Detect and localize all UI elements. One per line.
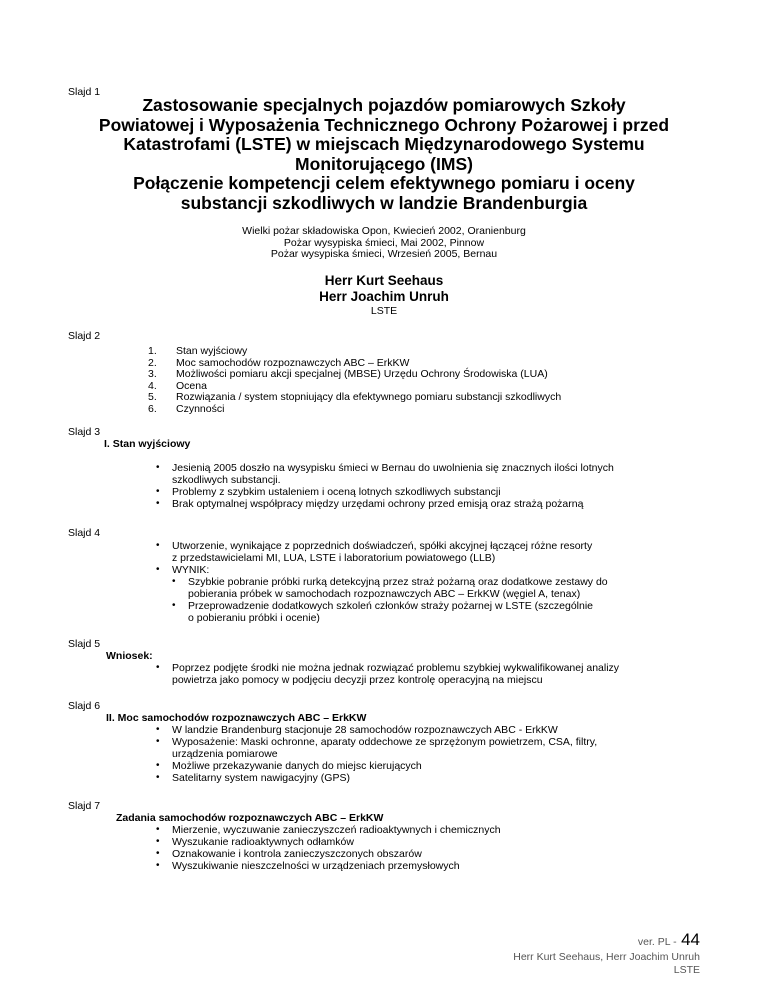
- page-number: 44: [681, 930, 700, 949]
- bullet-list: [156, 662, 619, 686]
- footer-authors: Herr Kurt Seehaus, Herr Joachim Unruh: [513, 951, 700, 963]
- item-number: 1.: [148, 345, 157, 357]
- footer-org: LSTE: [673, 964, 700, 976]
- bullet-icon: •: [156, 736, 160, 747]
- list-item: [156, 564, 608, 576]
- item-text: pobierania próbek w samochodach rozpoznawczych ABC – ErkKW (węgiel A, tenax): [188, 588, 581, 600]
- section-heading: Wniosek:: [106, 650, 153, 662]
- slide-label: Slajd 1: [68, 86, 101, 98]
- item-text: Wyszukiwanie nieszczelności w urządzeniach przemysłowych: [172, 860, 460, 872]
- title-line: Katastrofami (LSTE) w miejscach Międzynarodowego Systemu: [123, 134, 645, 154]
- list-item: [156, 860, 501, 872]
- item-number: 5.: [148, 391, 157, 403]
- bullet-icon: •: [156, 772, 160, 783]
- bullet-icon: •: [156, 662, 160, 673]
- list-item: [156, 724, 597, 736]
- item-text: Wyszukanie radioaktywnych odłamków: [172, 836, 354, 848]
- slide-label: Slajd 7: [68, 800, 101, 812]
- bullet-list: [156, 462, 614, 510]
- slide-label: Slajd 2: [68, 330, 101, 342]
- item-text: WYNIK:: [172, 564, 210, 576]
- document-title: [60, 96, 708, 213]
- sub-list-item: [156, 600, 608, 624]
- item-text: Czynności: [176, 402, 225, 415]
- item-text: Ocena: [176, 379, 207, 392]
- slide-label: Slajd 5: [68, 638, 101, 650]
- small-bullet-icon: •: [172, 600, 176, 611]
- item-text: Możliwości pomiaru akcji specjalnej (MBSE) Urzędu Ochrony Środowiska (LUA): [176, 368, 548, 380]
- slide-label: Slajd 6: [68, 700, 101, 712]
- item-text: Szybkie pobranie próbki rurką detekcyjną przez straż pożarną oraz dodatkowe zestawy do: [188, 576, 608, 588]
- events-list: [60, 226, 708, 261]
- item-text: z przedstawicielami MI, LUA, LSTE i laboratorium powiatowego (LLB): [172, 552, 496, 564]
- bullet-icon: •: [156, 498, 160, 509]
- title-line: substancji szkodliwych w landzie Brandenburgia: [180, 192, 588, 213]
- item-text: Wyposażenie: Maski ochronne, aparaty oddechowe ze sprzężonym powietrzem, CSA, filtry,: [172, 736, 598, 748]
- item-text: Problemy z szybkim ustaleniem i oceną lotnych szkodliwych substancji: [172, 486, 501, 498]
- item-number: 2.: [148, 356, 157, 369]
- item-text: Jesienią 2005 doszło na wysypisku śmieci w Bernau do uwolnienia się znacznych ilości lotnych: [172, 462, 614, 474]
- slide-label: Slajd 3: [68, 426, 101, 438]
- list-item: [156, 736, 597, 760]
- bullet-list: [156, 724, 597, 784]
- item-text: Rozwiązania / system stopniujący dla efektywnego pomiaru substancji szkodliwych: [176, 391, 562, 403]
- authors: [60, 273, 708, 305]
- bullet-icon: •: [156, 564, 160, 575]
- title-line: Monitorującego (IMS): [295, 153, 473, 174]
- list-item: [156, 662, 619, 686]
- sub-list-item: [156, 576, 608, 600]
- bullet-icon: •: [156, 824, 160, 835]
- section-heading: II. Moc samochodów rozpoznawczych ABC – ErkKW: [106, 712, 367, 724]
- slide-label: Slajd 4: [68, 527, 101, 539]
- item-number: 6.: [148, 402, 157, 415]
- bullet-icon: •: [156, 860, 160, 871]
- item-text: Satelitarny system nawigacyjny (GPS): [172, 772, 350, 784]
- list-item: [156, 760, 597, 772]
- section-heading: Zadania samochodów rozpoznawczych ABC – ErkKW: [116, 812, 384, 824]
- item-text: urządzenia pomiarowe: [172, 748, 278, 760]
- list-item: [148, 346, 561, 358]
- item-text: W landzie Brandenburg stacjonuje 28 samochodów rozpoznawczych ABC - ErkKW: [172, 724, 558, 736]
- bullet-icon: •: [156, 540, 160, 551]
- author-name: Herr Joachim Unruh: [319, 289, 449, 304]
- small-bullet-icon: •: [172, 576, 176, 587]
- list-item: [156, 836, 501, 848]
- section-heading: I. Stan wyjściowy: [104, 438, 191, 450]
- item-text: Poprzez podjęte środki nie można jednak rozwiązać problemu szybkiej wykwalifikowanej analizy: [172, 662, 620, 674]
- item-text: Stan wyjściowy: [176, 345, 248, 357]
- list-item: [148, 369, 561, 381]
- title-line: Powiatowej i Wyposażenia Technicznego Ochrony Pożarowej i przed: [98, 114, 670, 135]
- item-text: Moc samochodów rozpoznawczych ABC – ErkKW: [176, 356, 410, 369]
- item-text: o pobieraniu próbki i ocenie): [188, 612, 320, 624]
- item-number: 3.: [148, 368, 157, 380]
- author-org: LSTE: [370, 305, 398, 317]
- bullet-icon: •: [156, 836, 160, 847]
- title-line: Zastosowanie specjalnych pojazdów pomiarowych Szkoły: [142, 95, 626, 115]
- bullet-list: [156, 540, 608, 624]
- author-name: Herr Kurt Seehaus: [324, 273, 444, 288]
- bullet-icon: •: [156, 462, 160, 473]
- item-text: Oznakowanie i kontrola zanieczyszczonych obszarów: [172, 848, 422, 860]
- footer-version: [638, 930, 700, 950]
- list-item: [156, 848, 501, 860]
- item-text: szkodliwych substancji.: [172, 474, 281, 486]
- list-item: [156, 486, 614, 498]
- version-label: ver. PL -: [637, 936, 677, 948]
- item-text: Utworzenie, wynikające z poprzednich doświadczeń, spółki akcyjnej łączącej różne resorty: [172, 540, 593, 552]
- list-item: [148, 392, 561, 404]
- list-item: [156, 824, 501, 836]
- item-text: powietrza jako pomocy w podjęciu decyzji przez kontrolę operacyjną na miejscu: [172, 674, 543, 686]
- list-item: [156, 772, 597, 784]
- item-text: Możliwe przekazywanie danych do miejsc kierujących: [172, 760, 422, 772]
- title-line: Połączenie kompetencji celem efektywnego pomiaru i oceny: [133, 173, 635, 193]
- item-text: Mierzenie, wyczuwanie zanieczyszczeń radioaktywnych i chemicznych: [172, 824, 501, 836]
- list-item: [156, 498, 614, 510]
- bullet-icon: •: [156, 848, 160, 859]
- item-text: Brak optymalnej współpracy między urzędami ochrony przed emisją oraz strażą pożarną: [172, 498, 584, 510]
- list-item: [156, 540, 608, 564]
- event-line: Pożar wysypiska śmieci, Wrzesień 2005, Bernau: [270, 248, 498, 260]
- bullet-icon: •: [156, 760, 160, 771]
- item-number: 4.: [148, 379, 157, 392]
- list-item: [148, 404, 561, 416]
- agenda-list: [148, 346, 561, 415]
- bullet-icon: •: [156, 486, 160, 497]
- bullet-list: [156, 824, 501, 872]
- bullet-icon: •: [156, 724, 160, 735]
- list-item: [156, 462, 614, 486]
- event-line: Wielki pożar składowiska Opon, Kwiecień 2002, Oranienburg: [242, 225, 526, 237]
- event-line: Pożar wysypiska śmieci, Mai 2002, Pinnow: [283, 236, 485, 249]
- item-text: Przeprowadzenie dodatkowych szkoleń członków straży pożarnej w LSTE (szczególnie: [188, 600, 594, 612]
